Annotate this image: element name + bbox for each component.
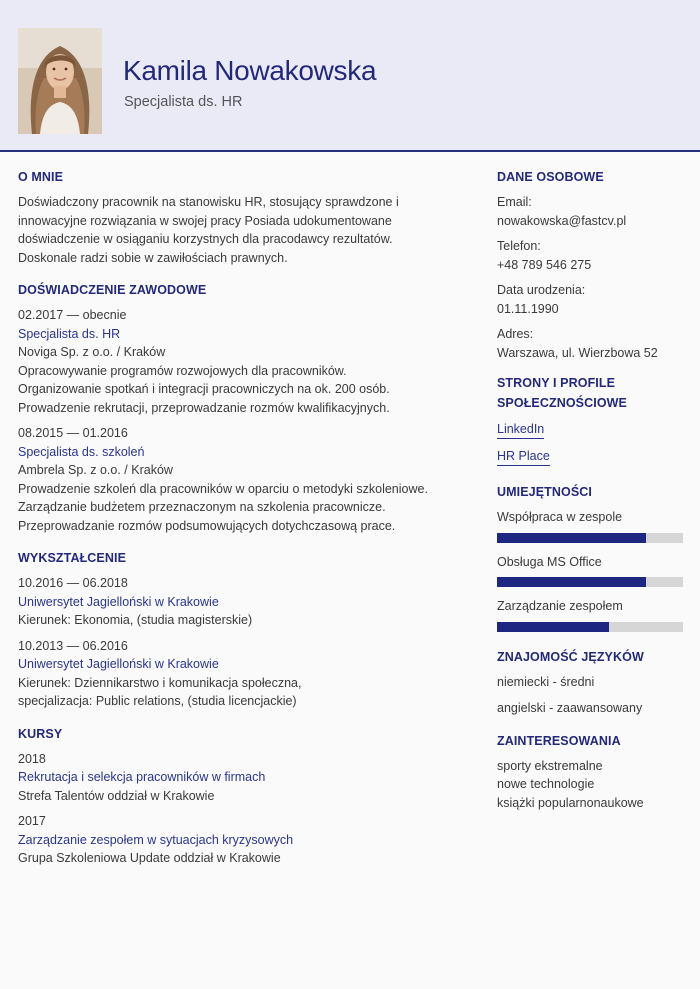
field-value: nowakowska@fastcv.pl <box>497 213 627 228</box>
about-title: O MNIE <box>18 170 64 184</box>
skill-name: Współpraca w zespole <box>497 510 623 524</box>
skill-name: Zarządzanie zespołem <box>497 599 623 613</box>
experience-entry <box>18 424 458 535</box>
skills-title: UMIEJĘTNOŚCI <box>497 485 592 499</box>
skill-item <box>497 508 683 543</box>
courses-section <box>18 725 458 868</box>
education-entry <box>18 574 458 630</box>
education-school: Uniwersytet Jagielloński w Krakowie <box>18 657 219 671</box>
education-section <box>18 549 458 711</box>
courses-title: KURSY <box>18 726 63 741</box>
experience-duty: Prowadzenie szkoleń dla pracowników w oparciu o metodyki szkoleniowe. <box>18 481 428 496</box>
skill-name: Obsługa MS Office <box>497 554 602 569</box>
skill-item <box>497 553 683 588</box>
interest-item: sporty ekstremalne <box>497 758 603 773</box>
field-label: Telefon: <box>497 239 541 253</box>
skill-bar-fill <box>497 622 609 632</box>
experience-company: Noviga Sp. z o.o. / Kraków <box>18 345 166 359</box>
experience-position: Specjalista ds. szkoleń <box>18 444 145 459</box>
field-label: Data urodzenia: <box>497 283 586 297</box>
education-title: WYKSZTAŁCENIE <box>18 551 127 565</box>
field-label: Email: <box>497 195 532 209</box>
interests-title: ZAINTERESOWANIA <box>497 733 621 748</box>
interest-item: książki popularnonaukowe <box>497 795 644 810</box>
course-entry <box>18 812 458 868</box>
profiles-section <box>497 373 683 474</box>
field-label: Adres: <box>497 327 534 341</box>
cv-header <box>0 0 700 152</box>
education-detail: Kierunek: Ekonomia, (studia magisterskie) <box>18 613 253 627</box>
main-column <box>18 168 458 877</box>
hr-place-link[interactable]: HR Place <box>497 448 550 466</box>
language-item: niemiecki - średni <box>497 674 595 689</box>
personal-section <box>497 168 683 362</box>
skill-item <box>497 597 683 632</box>
personal-field <box>497 193 683 230</box>
experience-duty: Organizowanie spotkań i integracji pracowniczych na ok. 200 osób. <box>18 382 390 396</box>
profiles-title-line: STRONY I PROFILE <box>497 376 616 390</box>
experience-dates: 08.2015 — 01.2016 <box>18 426 128 440</box>
skill-bar <box>497 533 683 543</box>
experience-duty: Prowadzenie rekrutacji, przeprowadzanie rozmów kwalifikacyjnych. <box>18 400 390 415</box>
skill-bar-fill <box>497 577 646 587</box>
skill-bar-fill <box>497 533 646 543</box>
course-org: Grupa Szkoleniowa Update oddział w Krakowie <box>18 851 281 865</box>
interests-section <box>497 732 683 813</box>
experience-dates: 02.2017 — obecnie <box>18 308 127 322</box>
course-year: 2017 <box>18 814 46 828</box>
education-school: Uniwersytet Jagielloński w Krakowie <box>18 594 219 609</box>
skill-bar <box>497 577 683 587</box>
candidate-name: Kamila Nowakowska <box>123 55 377 86</box>
experience-section <box>18 281 458 535</box>
experience-position: Specjalista ds. HR <box>18 326 121 341</box>
linkedin-link[interactable]: LinkedIn <box>497 421 544 439</box>
education-detail: specjalizacja: Public relations, (studia licencjackie) <box>18 694 297 708</box>
about-section <box>18 168 458 267</box>
about-line: Doskonale radzi sobie w zawiłościach prawnych. <box>18 250 288 265</box>
skills-section <box>497 483 683 632</box>
personal-field <box>497 325 683 362</box>
course-year: 2018 <box>18 751 46 766</box>
personal-field <box>497 281 683 318</box>
course-org: Strefa Talentów oddział w Krakowie <box>18 788 215 803</box>
candidate-job-title: Specjalista ds. HR <box>124 94 243 110</box>
experience-duty: Zarządzanie budżetem przeznaczonym na szkolenia pracownicze. <box>18 500 386 514</box>
course-name: Rekrutacja i selekcja pracowników w firmach <box>18 770 266 784</box>
portrait-image <box>18 28 102 134</box>
languages-title: ZNAJOMOŚĆ JĘZYKÓW <box>497 649 644 664</box>
interest-item: nowe technologie <box>497 777 595 791</box>
personal-title: DANE OSOBOWE <box>497 170 604 184</box>
education-detail: Kierunek: Dziennikarstwo i komunikacja społeczna, <box>18 675 302 690</box>
course-entry <box>18 750 458 806</box>
education-entry <box>18 637 458 711</box>
course-name: Zarządzanie zespołem w sytuacjach kryzysowych <box>18 832 294 847</box>
personal-field <box>497 237 683 274</box>
education-dates: 10.2016 — 06.2018 <box>18 576 128 590</box>
language-item: angielski - zaawansowany <box>497 701 643 715</box>
field-value: 01.11.1990 <box>497 301 559 316</box>
field-value: +48 789 546 275 <box>497 257 592 272</box>
experience-entry <box>18 306 458 417</box>
experience-title: DOŚWIADCZENIE ZAWODOWE <box>18 283 207 297</box>
profiles-title <box>497 373 683 413</box>
about-line: Doświadczony pracownik na stanowisku HR, stosujący sprawdzone i <box>18 195 399 209</box>
profile-photo <box>18 28 102 134</box>
experience-duty: Przeprowadzanie rozmów podsumowujących dotychczasową prace. <box>18 518 396 533</box>
sidebar-column <box>497 168 683 821</box>
about-line: doświadczenie w osiąganiu korzystnych dla pracodawcy rezultatów. <box>18 232 393 246</box>
education-dates: 10.2013 — 06.2016 <box>18 638 128 653</box>
field-value: Warszawa, ul. Wierzbowa 52 <box>497 345 658 360</box>
languages-section <box>497 648 683 718</box>
experience-duty: Opracowywanie programów rozwojowych dla pracowników. <box>18 363 347 378</box>
about-line: innowacyjne rozwiązania w swojej pracy Posiada udokumentowane <box>18 213 392 228</box>
profiles-title-line: SPOŁECZNOŚCIOWE <box>497 396 627 410</box>
skill-bar <box>497 622 683 632</box>
experience-company: Ambrela Sp. z o.o. / Kraków <box>18 463 173 477</box>
